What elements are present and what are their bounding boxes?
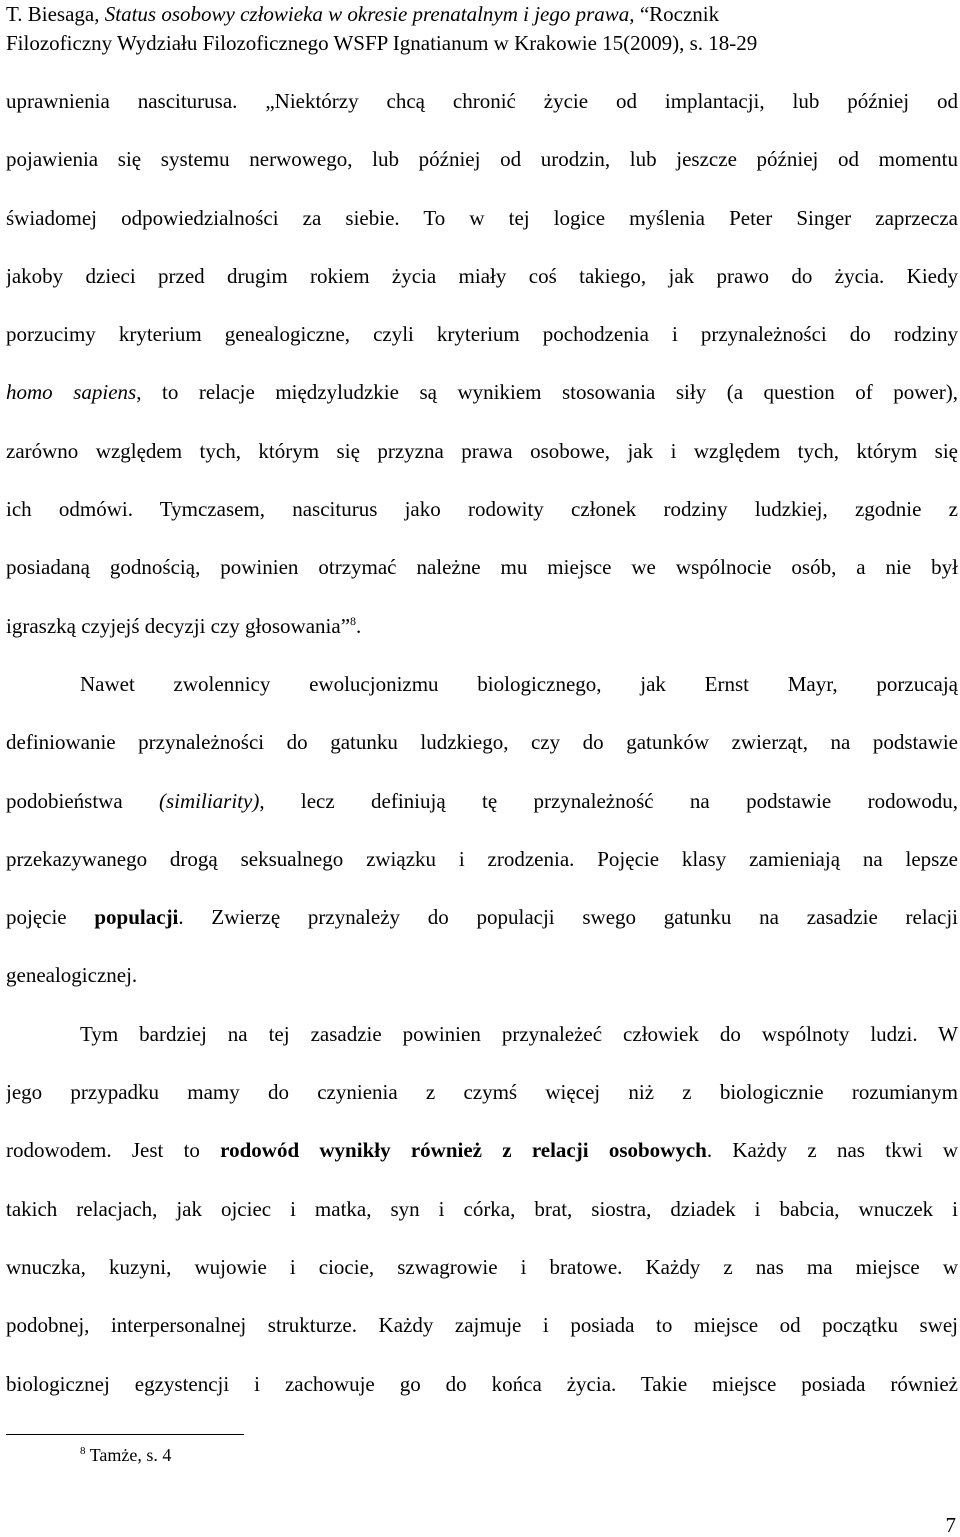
text-line: takich relacjach, jak ojciec i matka, syn i córka, brat, siostra, dziadek i babcia, wnuczek i [6, 1196, 958, 1221]
bold-phrase: rodowód wynikły również z relacji osobowych [220, 1138, 707, 1163]
text-line: definiowanie przynależności do gatunku ludzkiego, czy do gatunków zwierząt, na podstawie [6, 730, 958, 755]
english-term: (similiarity) [158, 788, 260, 813]
citation-line-2: Filozoficzny Wydziału Filozoficznego WSFP Ignatianum w Krakowie 15(2009), s. 18-29 [6, 31, 758, 55]
text-span: . Zwierzę przynależy do populacji swego gatunku na zasadzie relacji [178, 905, 958, 930]
text-line: posiadaną godnością, powinien otrzymać należne mu miejsce we wspólnocie osób, a nie był [6, 555, 958, 580]
text-line: genealogicznej. [6, 963, 138, 988]
text-span: . Każdy z nas tkwi w [706, 1138, 958, 1163]
text-span: pojęcie [6, 905, 95, 930]
text-line: Tym bardziej na tej zasadzie powinien przynależeć człowiek do wspólnoty ludzi. W [80, 1021, 958, 1046]
text-line: zarówno względem tych, którym się przyzna prawa osobowe, jak i względem tych, którym się [6, 438, 958, 463]
text-line: świadomej odpowiedzialności za siebie. To w tej logice myślenia Peter Singer zaprzecza [6, 205, 958, 230]
text-line: pojawienia się systemu nerwowego, lub później od urodzin, lub jeszcze później od momentu [6, 147, 958, 172]
text-line: Nawet zwolennicy ewolucjonizmu biologicznego, jak Ernst Mayr, porzucają [80, 671, 958, 696]
text-line [6, 1121, 958, 1179]
text-line: jakoby dzieci przed drugim rokiem życia miały coś takiego, jak prawo do życia. Kiedy [6, 263, 958, 288]
text-span: rodowodem. Jest to [6, 1138, 221, 1163]
text-line [6, 363, 958, 421]
footnote [80, 1442, 171, 1468]
text-line: podobnej, interpersonalnej strukturze. Każdy zajmuje i posiada to miejsce od początku swej [6, 1313, 958, 1338]
text-line: przekazywanego drogą seksualnego związku i zrodzenia. Pojęcie klasy zamieniają na lepsze [6, 846, 958, 871]
text-line: wnuczka, kuzyni, wujowie i ciocie, szwagrowie i bratowe. Każdy z nas ma miejsce w [6, 1254, 958, 1279]
article-title: Status osobowy człowieka w okresie prenatalnym i jego prawa, [104, 2, 635, 26]
bold-term: populacji [94, 905, 179, 930]
text-line: jego przypadku mamy do czynienia z czymś więcej niż z biologicznie rozumianym [6, 1080, 958, 1105]
text-line [6, 597, 958, 655]
text-span: podobieństwa [6, 788, 159, 813]
text-line: porzucimy kryterium genealogiczne, czyli kryterium pochodzenia i przynależności do rodziny [6, 322, 958, 347]
text-span: , lecz definiują tę przynależność na podstawie rodowodu, [259, 788, 958, 813]
text-span: , to relacje międzyludzkie są wynikiem stosowania siły (a question of power), [136, 380, 958, 405]
text-line [6, 888, 958, 946]
text-line: ich odmówi. Tymczasem, nasciturus jako rodowity członek rodziny ludzkiej, zgodnie z [6, 497, 958, 522]
text-line [6, 772, 958, 830]
document-body [6, 72, 958, 1413]
citation-line-1 [6, 0, 956, 29]
citation-header [6, 0, 956, 58]
citation-journal-start: “Rocznik [634, 2, 720, 26]
latin-term: homo sapiens [6, 380, 137, 405]
footnote-divider [6, 1434, 244, 1435]
page-number: 7 [945, 1513, 956, 1537]
text-span: igraszką czyjejś decyzji czy głosowania” [6, 613, 351, 638]
text-line: biologicznej egzystencji i zachowuje go do końca życia. Takie miejsce posiada również [6, 1371, 958, 1396]
citation-author: T. Biesaga, [6, 2, 105, 26]
footnote-marker: 8 [80, 1445, 86, 1457]
text-line: uprawnienia nasciturusa. „Niektórzy chcą chronić życie od implantacji, lub później od [6, 89, 958, 113]
text-span: . [356, 613, 362, 638]
footnote-reference[interactable]: 8 [350, 613, 357, 628]
footnote-text: Tamże, s. 4 [85, 1445, 172, 1465]
